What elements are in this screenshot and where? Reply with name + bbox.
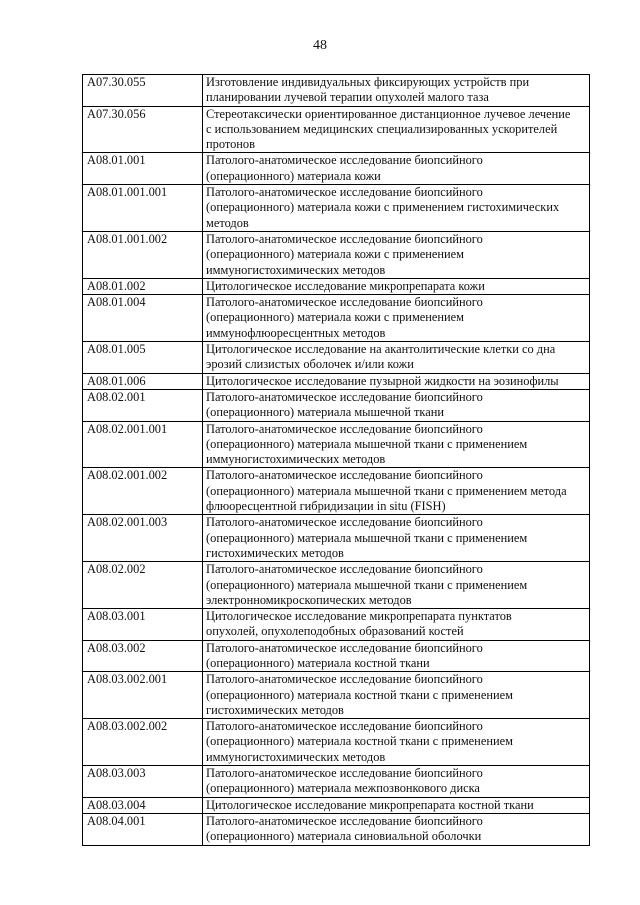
service-code: A07.30.056 xyxy=(83,106,203,153)
service-name: Патолого-анатомическое исследование биопсийного (операционного) материала мышечной ткани с применением электронномикроскопических методов xyxy=(203,562,590,609)
service-name: Патолого-анатомическое исследование биопсийного (операционного) материала костной ткани с применением иммуногистохимических методов xyxy=(203,719,590,766)
table-row xyxy=(83,515,590,562)
page-number: 48 xyxy=(313,38,327,53)
service-name: Цитологическое исследование пузырной жидкости на эозинофилы xyxy=(203,373,590,389)
service-code: A08.03.004 xyxy=(83,797,203,813)
service-name: Изготовление индивидуальных фиксирующих устройств при планировании лучевой терапии опухолей малого таза xyxy=(203,75,590,107)
service-name: Патолого-анатомическое исследование биопсийного (операционного) материала мышечной ткани с применением метода флюоресцентной гибридизации in situ (FISH) xyxy=(203,468,590,515)
table-row xyxy=(83,766,590,798)
table-row xyxy=(83,231,590,278)
service-code: A07.30.055 xyxy=(83,75,203,107)
service-code: A08.01.001.002 xyxy=(83,231,203,278)
service-name: Патолого-анатомическое исследование биопсийного (операционного) материала мышечной ткани xyxy=(203,389,590,421)
service-name: Цитологическое исследование микропрепарата костной ткани xyxy=(203,797,590,813)
service-name: Патолого-анатомическое исследование биопсийного (операционного) материала костной ткани xyxy=(203,640,590,672)
service-code: A08.03.003 xyxy=(83,766,203,798)
table-row xyxy=(83,185,590,232)
service-name: Патолого-анатомическое исследование биопсийного (операционного) материала кожи xyxy=(203,153,590,185)
table-row xyxy=(83,468,590,515)
service-name: Цитологическое исследование микропрепарата кожи xyxy=(203,278,590,294)
service-code: A08.01.006 xyxy=(83,373,203,389)
table-row xyxy=(83,342,590,374)
service-name: Цитологическое исследование микропрепарата пунктатов опухолей, опухолеподобных образований костей xyxy=(203,609,590,641)
table-row xyxy=(83,278,590,294)
service-code: A08.01.004 xyxy=(83,295,203,342)
service-name: Патолого-анатомическое исследование биопсийного (операционного) материала кожи с применением иммуногистохимических методов xyxy=(203,231,590,278)
service-name: Патолого-анатомическое исследование биопсийного (операционного) материала мышечной ткани с применением иммуногистохимических методов xyxy=(203,421,590,468)
service-code: A08.03.001 xyxy=(83,609,203,641)
service-name: Патолого-анатомическое исследование биопсийного (операционного) материала мышечной ткани с применением гистохимических методов xyxy=(203,515,590,562)
service-name: Патолого-анатомическое исследование биопсийного (операционного) материала межпозвонкового диска xyxy=(203,766,590,798)
service-code: A08.02.001.002 xyxy=(83,468,203,515)
table-row xyxy=(83,672,590,719)
table-row xyxy=(83,421,590,468)
service-code: A08.02.001.003 xyxy=(83,515,203,562)
service-code: A08.02.002 xyxy=(83,562,203,609)
service-code: A08.01.005 xyxy=(83,342,203,374)
service-code: A08.03.002 xyxy=(83,640,203,672)
table-row xyxy=(83,106,590,153)
table-row xyxy=(83,153,590,185)
service-code: A08.01.002 xyxy=(83,278,203,294)
table-row xyxy=(83,813,590,845)
table-row xyxy=(83,719,590,766)
service-name: Патолого-анатомическое исследование биопсийного (операционного) материала костной ткани с применением гистохимических методов xyxy=(203,672,590,719)
table-row xyxy=(83,389,590,421)
service-code: A08.02.001 xyxy=(83,389,203,421)
service-name: Патолого-анатомическое исследование биопсийного (операционного) материала кожи с применением гистохимических методов xyxy=(203,185,590,232)
table-row xyxy=(83,797,590,813)
table-row xyxy=(83,75,590,107)
table-row xyxy=(83,640,590,672)
table-row xyxy=(83,373,590,389)
service-code: A08.04.001 xyxy=(83,813,203,845)
service-code: A08.01.001 xyxy=(83,153,203,185)
service-name: Цитологическое исследование на акантолитические клетки со дна эрозий слизистых оболочек и/или кожи xyxy=(203,342,590,374)
service-name: Стереотаксически ориентированное дистанционное лучевое лечение с использованием медицинских специализированных ускорителей протонов xyxy=(203,106,590,153)
table-row xyxy=(83,562,590,609)
service-code: A08.03.002.001 xyxy=(83,672,203,719)
service-code: A08.03.002.002 xyxy=(83,719,203,766)
service-code: A08.01.001.001 xyxy=(83,185,203,232)
service-codes-body xyxy=(83,75,590,846)
service-code: A08.02.001.001 xyxy=(83,421,203,468)
table-row xyxy=(83,295,590,342)
service-name: Патолого-анатомическое исследование биопсийного (операционного) материала кожи с применением иммунофлюоресцентных методов xyxy=(203,295,590,342)
service-name: Патолого-анатомическое исследование биопсийного (операционного) материала синовиальной оболочки xyxy=(203,813,590,845)
table-row xyxy=(83,609,590,641)
service-codes-table xyxy=(82,74,590,846)
